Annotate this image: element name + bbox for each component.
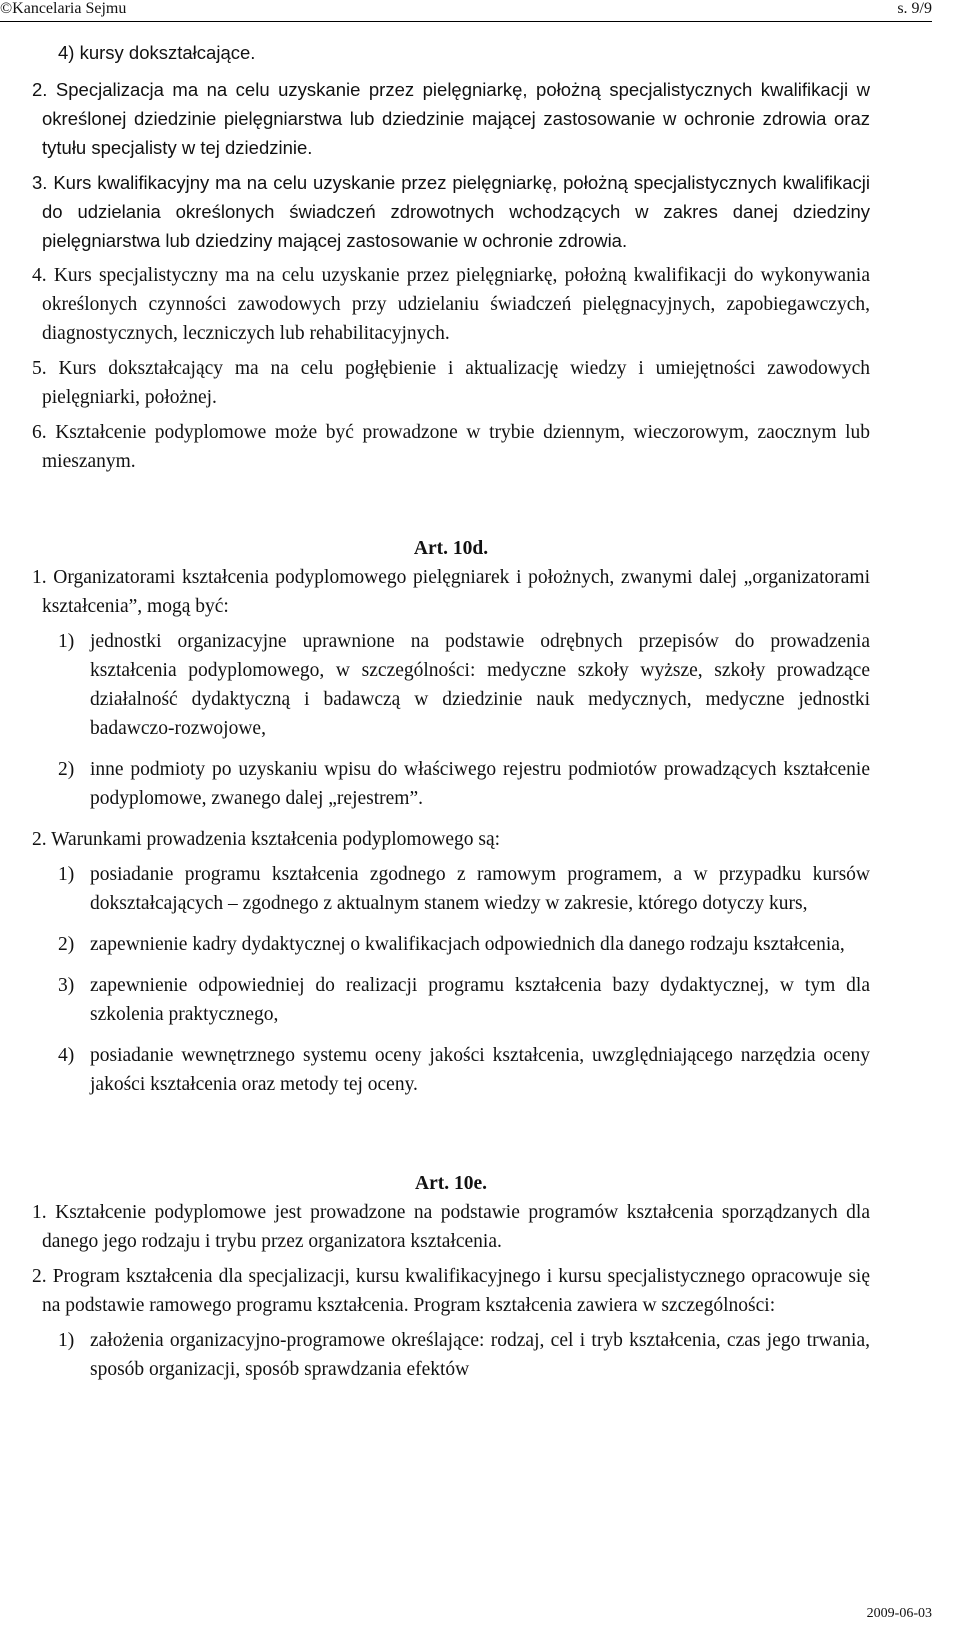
paragraph-6: 6. Kształcenie podyplomowe może być prowadzone w trybie dziennym, wieczorowym, zaocznym lub mieszanym. <box>32 422 870 472</box>
list-item <box>32 860 870 918</box>
paragraph-4: 4. Kurs specjalistyczny ma na celu uzyskanie przez pielęgniarkę, położną kwalifikacji do wykonywania określonych czynności zawodowych przy udzielaniu świadczeń pielęgnacyjnych, zapobiegawczych, diagnostycznych, leczniczych lub rehabilitacyjnych. <box>32 265 870 344</box>
list-item <box>32 755 870 813</box>
article-10d-p1-list <box>32 627 870 813</box>
paragraph-3: 3. Kurs kwalifikacyjny ma na celu uzyskanie przez pielęgniarkę, położną specjalistycznych kwalifikacji do udzielania określonych świadczeń zdrowotnych wchodzących w zakres danej dziedziny pielęgniarstwa lub dziedziny mającej zastosowanie w ochronie zdrowia. <box>32 172 870 251</box>
paragraph-2: 2. Specjalizacja ma na celu uzyskanie przez pielęgniarkę, położną specjalistycznych kwalifikacji w określonej dziedzinie pielęgniarstwa lub dziedzinie mającej zastosowanie w ochronie zdrowia oraz tytułu specjalisty w tej dziedzinie. <box>32 79 870 158</box>
list-item <box>32 1041 870 1099</box>
list-item-text: jednostki organizacyjne uprawnione na podstawie odrębnych przepisów do prowadzenia kształcenia podyplomowego, w szczególności: medyczne szkoły wyższe, szkoły prowadzące działalność dydaktyczną i badawczą w dziedzinie nauk medycznych, medyczne jednostki badawczo-rozwojowe, <box>90 631 870 739</box>
header-page-number: s. 9/9 <box>897 0 932 17</box>
header-copyright: ©Kancelaria Sejmu <box>0 0 127 17</box>
list-item-number: 1) <box>58 1330 75 1351</box>
list-item <box>32 930 870 959</box>
list-item-text: posiadanie wewnętrznego systemu oceny jakości kształcenia, uwzględniającego narzędzia oceny jakości kształcenia oraz metody tej oceny. <box>90 1045 870 1095</box>
article-10e-title: Art. 10e. <box>414 1173 487 1194</box>
list-item-text: zapewnienie kadry dydaktycznej o kwalifikacjach odpowiednich dla danego rodzaju kształcenia, <box>90 934 845 955</box>
list-item-number: 1) <box>58 631 75 652</box>
list-item-number: 2) <box>58 759 75 780</box>
list-item-courses: 4) kursy dokształcające. <box>58 42 256 63</box>
list-item <box>32 1326 870 1384</box>
list-item-text: posiadanie programu kształcenia zgodnego z ramowym programem, a w przypadku kursów dokształcających – zgodnego z aktualnym stanem wiedzy w zakresie, którego dotyczy kurs, <box>90 864 870 914</box>
list-item <box>32 627 870 743</box>
list-item-text: zapewnienie odpowiedniej do realizacji programu kształcenia bazy dydaktycznej, w tym dla szkolenia praktycznego, <box>90 975 870 1025</box>
list-item-text: inne podmioty po uzyskaniu wpisu do właściwego rejestru podmiotów prowadzących kształcenie podyplomowe, zwanego dalej „rejestrem”. <box>90 759 870 809</box>
footer-date: 2009-06-03 <box>866 1606 932 1621</box>
article-10d-p2-list <box>32 860 870 1099</box>
list-item-number: 2) <box>58 934 75 955</box>
article-10d-paragraph-1: 1. Organizatorami kształcenia podyplomowego pielęgniarek i położnych, zwanymi dalej „organizatorami kształcenia”, mogą być: <box>32 567 870 617</box>
header-rule <box>0 21 932 22</box>
article-10e-paragraph-1: 1. Kształcenie podyplomowe jest prowadzone na podstawie programów kształcenia sporządzanych dla danego jego rodzaju i trybu przez organizatora kształcenia. <box>32 1202 870 1252</box>
article-10e-p2-list <box>32 1326 870 1384</box>
page-header <box>0 0 960 20</box>
document-body <box>32 38 870 1396</box>
list-item-text: założenia organizacyjno-programowe określające: rodzaj, cel i tryb kształcenia, czas jego trwania, sposób organizacji, sposób sprawdzania efektów <box>90 1330 870 1380</box>
list-item <box>32 971 870 1029</box>
list-item-number: 1) <box>58 864 75 885</box>
paragraph-5: 5. Kurs dokształcający ma na celu pogłębienie i aktualizację wiedzy i umiejętności zawodowych pielęgniarki, położnej. <box>32 358 870 408</box>
list-item-number: 3) <box>58 975 75 996</box>
list-item-number: 4) <box>58 1045 75 1066</box>
article-10e-paragraph-2: 2. Program kształcenia dla specjalizacji, kursu kwalifikacyjnego i kursu specjalistycznego opracowuje się na podstawie ramowego programu kształcenia. Program kształcenia zawiera w szczególności: <box>32 1266 870 1316</box>
article-10d-title: Art. 10d. <box>413 538 489 559</box>
article-10d-paragraph-2: 2. Warunkami prowadzenia kształcenia podyplomowego są: <box>32 829 501 850</box>
